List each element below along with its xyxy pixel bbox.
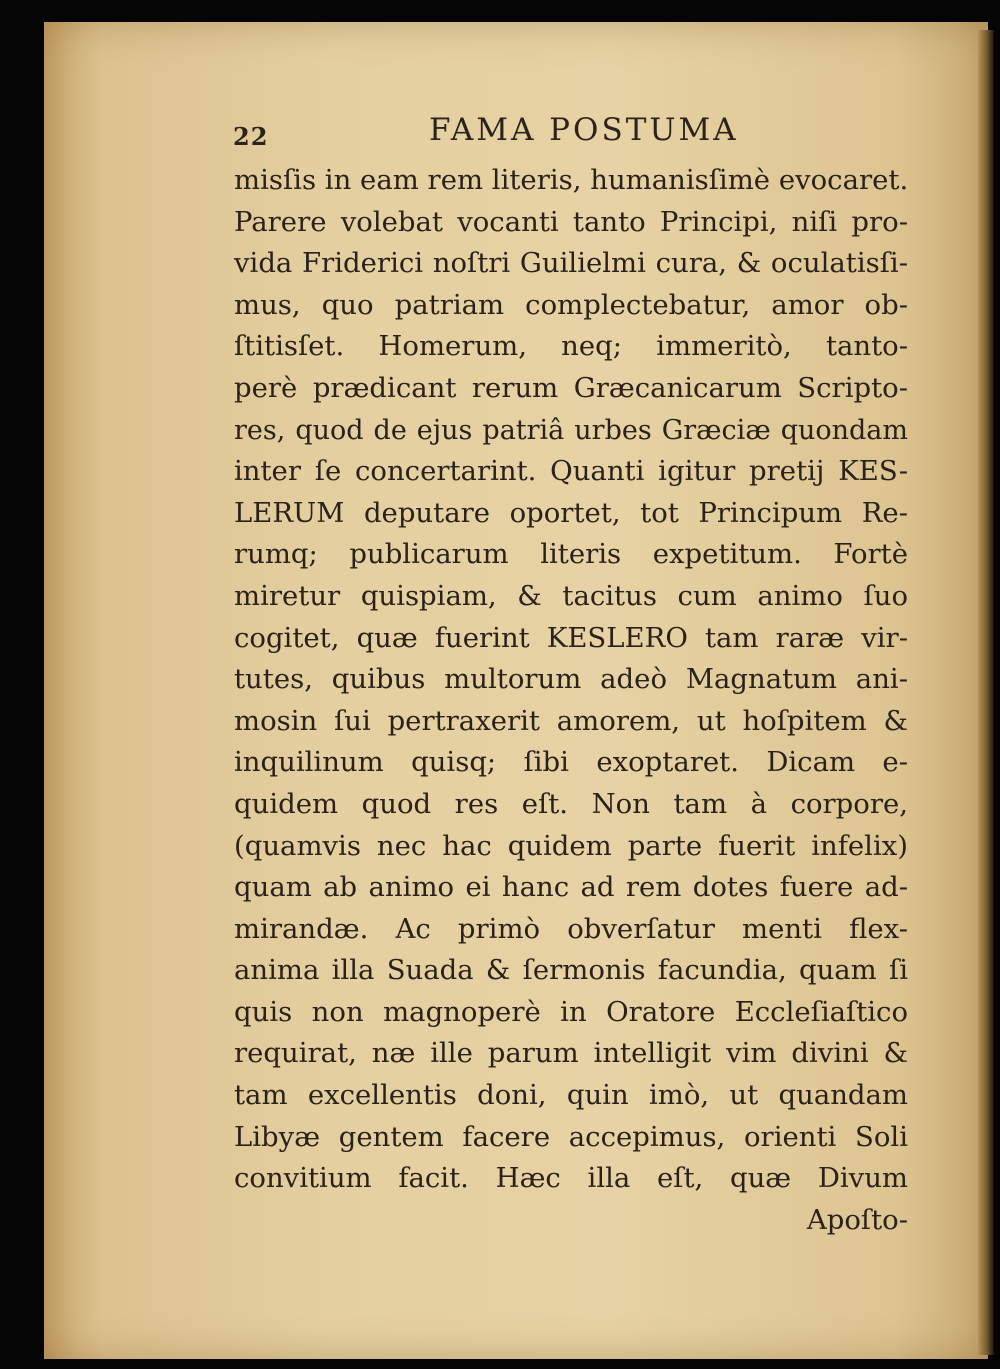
text-line: (quamvis nec hac quidem parte fuerit infelix) <box>234 829 908 862</box>
text-line: perè prædicant rerum Græcanicarum Scripto- <box>234 371 908 404</box>
text-line: requirat, næ ille parum intelligit vim divini & <box>234 1037 908 1070</box>
text-line: quis non magnoperè in Oratore Eccleſiaſtico <box>234 995 908 1028</box>
text-line: inquilinum quisq; ſibi exoptaret. Dicam e- <box>234 746 908 779</box>
text-line: ſtitisſet. Homerum, neq; immeritò, tanto- <box>234 330 908 363</box>
text-line: convitium facit. Hæc illa eſt, quæ Divum <box>234 1162 908 1195</box>
text-line: misſis in eam rem literis, humanisſimè evocaret. <box>234 164 909 196</box>
page-edge <box>978 30 994 1355</box>
text-line: anima illa Suada & ſermonis facundia, quam ſi <box>234 954 908 987</box>
text-line: res, quod de ejus patriâ urbes Græciæ quondam <box>234 414 908 446</box>
text-line: cogitet, quæ fuerint KESLERO tam raræ vir- <box>234 621 908 654</box>
body-text <box>234 160 908 1241</box>
catchword: Apoſto- <box>806 1203 908 1236</box>
text-line: mosin ſui pertraxerit amorem, ut hoſpitem & <box>234 704 908 737</box>
page-header <box>233 112 753 156</box>
text-line: Libyæ gentem facere accepimus, orienti Soli <box>234 1120 908 1153</box>
text-line: inter ſe concertarint. Quanti igitur pretij KES- <box>234 455 908 488</box>
text-line: tutes, quibus multorum adeò Magnatum ani- <box>234 663 908 696</box>
text-line: mirandæ. Ac primò obverſatur menti flex- <box>234 912 908 945</box>
text-line: quam ab animo ei hanc ad rem dotes fuere ad- <box>234 871 908 904</box>
text-line: LERUM deputare oportet, tot Principum Re- <box>234 496 908 529</box>
text-line: miretur quispiam, & tacitus cum animo ſuo <box>234 579 908 612</box>
text-line: Parere volebat vocanti tanto Principi, niſi pro- <box>234 205 908 238</box>
text-line: quidem quod res eſt. Non tam à corpore, <box>234 787 908 820</box>
text-line: tam excellentis doni, quin imò, ut quandam <box>234 1079 908 1112</box>
text-line: vida Friderici noſtri Guilielmi cura, & oculatisſi- <box>234 247 908 280</box>
text-line: rumq; publicarum literis expetitum. Fortè <box>234 538 908 571</box>
running-head: FAMA POSTUMA <box>429 112 739 148</box>
page-number: 22 <box>233 122 269 151</box>
text-line: mus, quo patriam complectebatur, amor ob- <box>234 288 908 321</box>
